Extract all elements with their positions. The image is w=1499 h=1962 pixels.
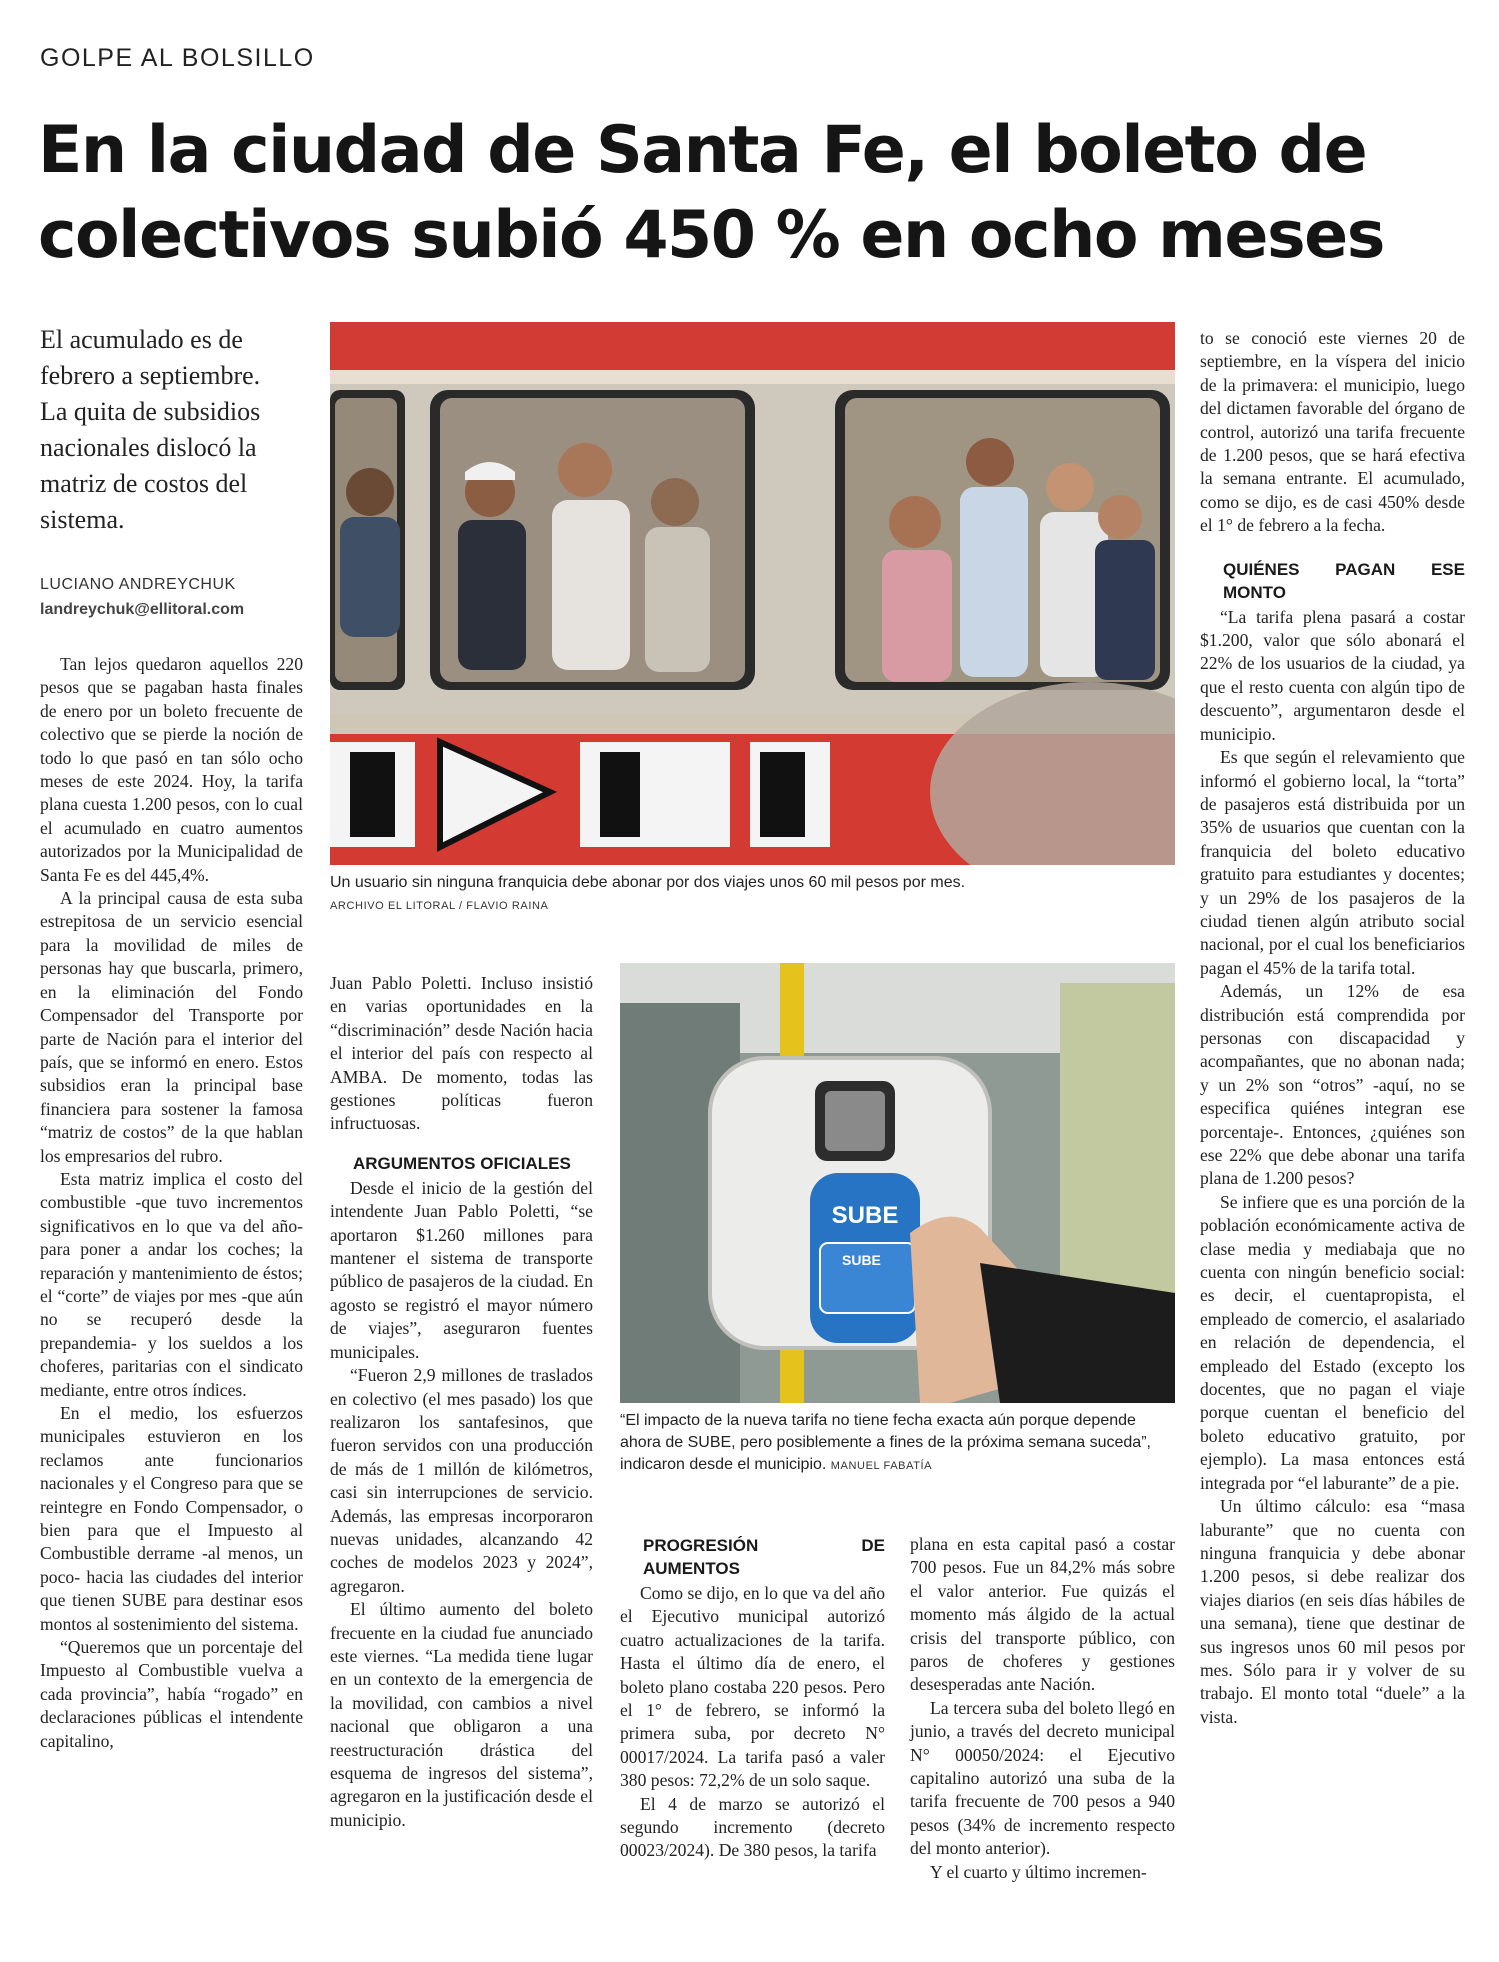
- paragraph: Un último cálculo: esa “masa laburante” que no cuenta con ninguna franquicia y debe abonar 1.200 pesos, si debe realizar dos viajes diarios (en seis días hábiles de una semana), tiene que destinar de sus ingresos unos 60 mil pesos por mes. Sólo para ir y volver de su trabajo. El monto total “duele” a la vista.: [1200, 1496, 1465, 1727]
- bus-photo-credit: ARCHIVO EL LITORAL / FLAVIO RAINA: [330, 900, 549, 912]
- paragraph: En el medio, los esfuerzos municipales estuvieron en los reclamos ante funcionarios nacionales y el Congreso para que se reintegre en Fondo Compensador, o bien para que el Impuesto al Combustible derrame -al menos, un poco- hacia las ciudades del interior que tienen SUBE para destinar esos montos al sostenimiento del sistema.: [40, 1403, 303, 1634]
- paragraph: Y el cuarto y último incremen-: [930, 1861, 1147, 1882]
- paragraph: La tercera suba del boleto llegó en junio, a través del decreto municipal N° 00050/2024: el Ejecutivo capitalino autorizó una suba de la tarifa frecuente de 700 pesos a 940 pesos (34% de incremento respecto del monto anterior).: [910, 1697, 1175, 1859]
- paragraph: Además, un 12% de esa distribución está comprendida por personas con discapacidad y acompañantes, que no abonan nada; y un 2% son “otros” -aquí, no se especifica quiénes integran ese porcentaje-. Entonces, ¿quiénes son ese 22% que debe abonar una tarifa plana de 1.200 pesos?: [1200, 981, 1465, 1189]
- article-column-4: [910, 1533, 1175, 1884]
- deck: El acumulado es de febrero a septiembre. La quita de subsidios nacionales dislocó la matriz de costos del sistema.: [40, 325, 261, 534]
- paragraph: Es que según el relevamiento que informó el gobierno local, la “torta” de pasajeros está distribuida por un 35% de usuarios que cuentan con la franquicia del boleto educativo gratuito para estudiantes y docentes; y un 29% de los pasajeros de la ciudad tienen algún atributo social nacional, por el cual los beneficiarios pagan el 45% de la tarifa total.: [1200, 747, 1465, 978]
- paragraph: plana en esta capital pasó a costar 700 pesos. Fue un 84,2% más sobre el valor anterior. Fue quizás el momento más álgido de la actual crisis del transporte público, con paros de choferes y gestiones desesperadas ante Nación.: [910, 1534, 1175, 1695]
- sube-photo-caption: [620, 1410, 1175, 1477]
- sube-photo: [620, 963, 1175, 1403]
- sube-reader-logo: SUBE: [831, 1202, 899, 1229]
- paragraph: Tan lejos quedaron aquellos 220 pesos que se pagaban hasta finales de enero por un boleto frecuente de colectivo que se pierde la noción de todo lo que pasó en tan sólo ocho meses de este 2024. Hoy, la tarifa plana cuesta 1.200 pesos, con lo cual el acumulado en cuatro aumentos autorizados por la Municipalidad de Santa Fe es del 445,4%.: [40, 654, 303, 885]
- subhead-quienes: QUIÉNES PAGAN ESE MONTO: [1223, 559, 1465, 602]
- paragraph: Juan Pablo Poletti. Incluso insistió en varias oportunidades en la “discriminación” desde Nación hacia el interior del país con respecto al AMBA. De momento, todas las gestiones políticas fueron infructuosas.: [330, 973, 593, 1134]
- article-column-3: [620, 1534, 885, 1863]
- paragraph: Esta matriz implica el costo del combustible -que tuvo incrementos significativos en lo que va del año- para poner a andar los coches; la reparación y mantenimiento de éstos; el “corte” de viajes por mes -que aún no se recuperó desde la prepandemia- y los sueldos a los choferes, paritarias con el sindicato mediante, entre otros índices.: [40, 1168, 303, 1400]
- section-label: GOLPE AL BOLSILLO: [40, 44, 315, 72]
- headline: En la ciudad de Santa Fe, el boleto de colectivos subió 450 % en ocho meses: [38, 113, 1384, 273]
- paragraph: Como se dijo, en lo que va del año el Ejecutivo municipal autorizó cuatro actualizaciones de la tarifa. Hasta el último día de enero, el boleto plano costaba 220 pesos. Pero el 1° de febrero, se informó la primera suba, por decreto N° 00017/2024. La tarifa pasó a valer 380 pesos: 72,2% de un solo saque.: [620, 1583, 885, 1791]
- byline-author: LUCIANO ANDREYCHUK: [40, 576, 236, 593]
- sube-card-logo: SUBE: [842, 1252, 881, 1268]
- paragraph: “Fueron 2,9 millones de traslados en colectivo (el mes pasado) los que realizaron los santafesinos, que fueron servidos con una producción de más de 1 millón de kilómetros, casi sin interrupciones de servicio. Además, las empresas incorporaron nuevas unidades, alcanzando 42 coches de modelos 2023 y 2024”, agregaron.: [330, 1365, 593, 1596]
- paragraph: to se conoció este viernes 20 de septiembre, en la víspera del inicio de la primavera: el municipio, luego del dictamen favorable del órgano de control, autorizó una tarifa frecuente de 1.200 pesos, que se hará efectiva la semana entrante. El acumulado, como se dijo, es de casi 450% desde el 1° de febrero a la fecha.: [1200, 328, 1465, 536]
- subhead-progresion: PROGRESIÓN DE AUMENTOS: [643, 1536, 885, 1578]
- paragraph: El 4 de marzo se autorizó el segundo incremento (decreto 00023/2024). De 380 pesos, la tarifa: [620, 1793, 885, 1861]
- bus-photo-caption: Un usuario sin ninguna franquicia debe abonar por dos viajes unos 60 mil pesos por mes.: [330, 874, 966, 891]
- sube-caption-text: “El impacto de la nueva tarifa no tiene fecha exacta aún porque depende ahora de SUBE, pero posiblemente a fines de la próxima semana suceda”, indicaron desde el municipio.: [620, 1412, 1151, 1473]
- article-column-1: [40, 653, 303, 1753]
- paragraph: A la principal causa de esta suba estrepitosa de un servicio esencial para la movilidad de miles de personas hay que buscarla, primero, en la eliminación del Fondo Compensador del Transporte por parte de Nación para el interior del país, que se informó en enero. Estos subsidios eran la principal base financiera para sostener la famosa “matriz de costos” de la que hablan los empresarios del rubro.: [40, 888, 303, 1166]
- subhead-argumentos: ARGUMENTOS OFICIALES: [353, 1153, 571, 1173]
- paragraph: “La tarifa plena pasará a costar $1.200, valor que sólo abonará el 22% de los usuarios de la ciudad, ya que el resto cuenta con algún tipo de descuento”, argumentaron desde el municipio.: [1200, 606, 1465, 744]
- article-column-5: [1200, 327, 1465, 1729]
- sube-photo-credit: MANUEL FABATÍA: [830, 1460, 933, 1472]
- paragraph: El último aumento del boleto frecuente en la ciudad fue anunciado este viernes. “La medida tiene lugar en un contexto de la emergencia de la movilidad, con cambios a nivel nacional que obligaron a una reestructuración drástica del esquema de ingresos del sistema”, agregaron en la justificación desde el municipio.: [330, 1599, 593, 1830]
- article-column-2: [330, 972, 593, 1832]
- paragraph: “Queremos que un porcentaje del Impuesto al Combustible vuelva a cada provincia”, había “rogado” en declaraciones públicas el intendente capitalino,: [40, 1637, 303, 1751]
- bus-photo: [330, 322, 1175, 865]
- byline-email: landreychuk@ellitoral.com: [40, 601, 245, 618]
- paragraph: Desde el inicio de la gestión del intendente Juan Pablo Poletti, “se aportaron $1.260 millones para mantener el sistema de transporte público de pasajeros de la ciudad. En agosto se registró el mayor número de viajes”, aseguraron fuentes municipales.: [330, 1177, 593, 1362]
- paragraph: Se infiere que es una porción de la población económicamente activa de clase media y mediabaja que no cuenta con ningún beneficio social: es decir, el cuentapropista, el empleado de comercio, el asalariado en relación de dependencia, el empleado del Estado (excepto los docentes, que no pagan el viaje porque cuentan el beneficio del boleto educativo gratuito, por ejemplo). La masa entonces está integrada por “el laburante” de a pie.: [1200, 1191, 1465, 1493]
